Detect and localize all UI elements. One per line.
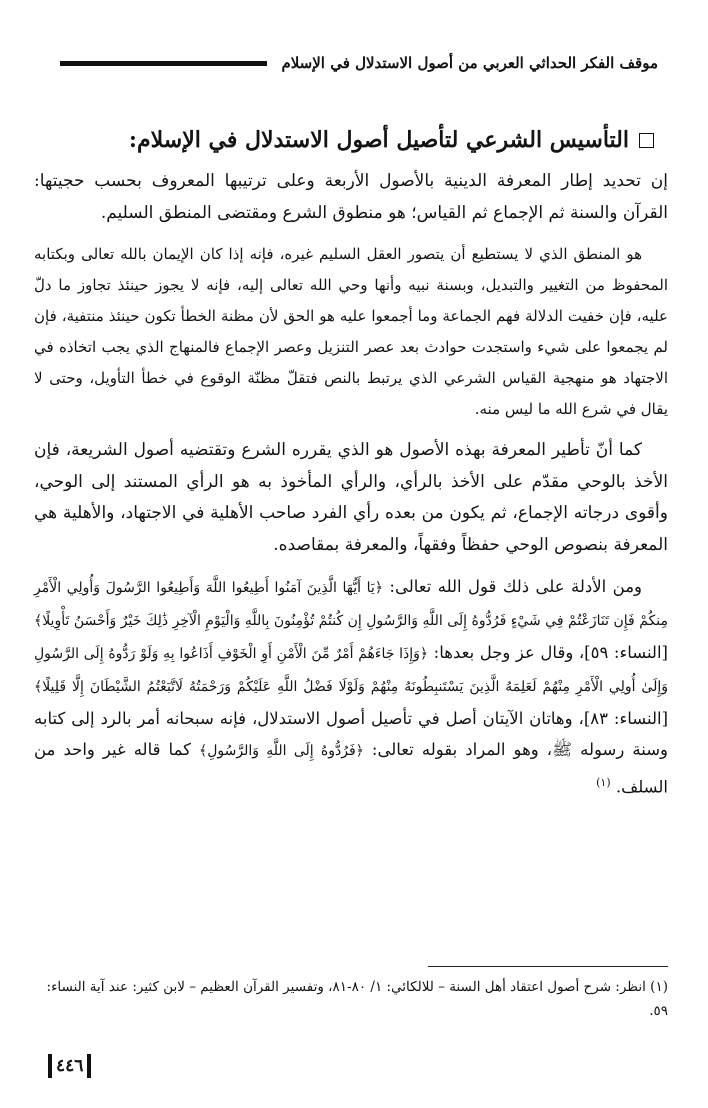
paragraph-2: هو المنطق الذي لا يستطيع أن يتصور العقل السليم غيره، فإنه إذا كان الإيمان بالله تعالى وبكتابه المحفوظ من التغيير والتبديل، وبسنة نبيه وأنها وحي الله تعالى إليه، فإنه لا يجوز حينئذ تجاوز ما دلّ عليه، فإن خفيت الدلالة فهم الجماعة وما أجمعوا عليه هو الحق لأن مظنة الخطأ تكون حينئذ منتفية، فإن لم يجمعوا على شيء واستجدت حوادث بعد عصر التنزيل وعصر الإجماع فالمنهاج الذي يجب اتخاذه في الاجتهاد هو منهجية القياس الشرعي الذي يرتبط بالنص فتقلّ مظنّة الوقوع في خطأ التأويل، وحتى لا يقال في شرع الله ما ليس منه. <box>34 245 668 418</box>
running-header <box>40 46 658 80</box>
paragraph-4-intro: ومن الأدلة على ذلك قول الله تعالى: <box>389 577 642 596</box>
verse-reference-2: [النساء: ٨٣]، وهاتان الآيتان أصل في تأصيل أصول الاستدلال، فإنه سبحانه أمر بالرد إلى كتابه وسنة رسوله ﷺ، وهو المراد بقوله تعالى: <box>34 709 669 759</box>
page-number: ٤٤٦ <box>48 1054 91 1078</box>
paragraph-4-tail: كما قاله غير واحد من السلف. <box>34 740 668 797</box>
paragraph-1: إن تحديد إطار المعرفة الدينية بالأصول الأربعة وعلى ترتيبها المعروف بحسب حجيتها: القرآن والسنة ثم الإجماع ثم القياس؛ هو منطوق الشرع ومقتضى المنطق السليم. <box>34 171 668 223</box>
header-rule <box>60 61 267 66</box>
header-title: موقف الفكر الحداثي العربي من أصول الاستدلال في الإسلام <box>281 54 658 72</box>
paragraph-3: كما أنّ تأطير المعرفة بهذه الأصول هو الذي يقرره الشرع وتقتضيه أصول الشريعة، فإن الأخذ بالوحي مقدّم على الأخذ بالرأي، والرأي المأخوذ به هو الرأي المستند إلى الوحي، وأقوى درجاته الإجماع، ثم يكون من بعده رأي الفرد صاحب الأهلية في الاجتهاد، والأهلية هي المعرفة بنصوص الوحي حفظاً وفقهاً، والمعرفة بمقاصده. <box>34 440 668 555</box>
page-body <box>34 118 668 803</box>
footnote-1: (١) انظر: شرح أصول اعتقاد أهل السنة – للالكائي: ١/ ٨٠-٨١، وتفسير القرآن العظيم – لابن كثير: عند آية النساء: ٥٩. <box>46 979 668 1019</box>
quran-verse-nisa-83: ﴿وَإِذَا جَاءَهُمْ أَمْرٌ مِّنَ الْأَمْنِ أَوِ الْخَوْفِ أَذَاعُوا بِهِ وَلَوْ رَدُّوهُ إِلَى الرَّسُولِ وَإِلَىٰ أُولِي الْأَمْرِ مِنْهُمْ لَعَلِمَهُ الَّذِينَ يَسْتَنبِطُونَهُ مِنْهُمْ وَلَوْلَا فَضْلُ اللَّهِ عَلَيْكُمْ وَرَحْمَتُهُ لَاتَّبَعْتُمُ الشَّيْطَانَ إِلَّا قَلِيلًا﴾ <box>34 646 668 695</box>
quran-verse-nisa-59: ﴿يَا أَيُّهَا الَّذِينَ آمَنُوا أَطِيعُوا اللَّهَ وَأَطِيعُوا الرَّسُولَ وَأُولِي الْأَمْرِ مِنكُمْ فَإِن تَنَازَعْتُمْ فِي شَيْءٍ فَرُدُّوهُ إِلَى اللَّهِ وَالرَّسُولِ إِن كُنتُمْ تُؤْمِنُونَ بِاللَّهِ وَالْيَوْمِ الْآخِرِ ذَٰلِكَ خَيْرٌ وَأَحْسَنُ تَأْوِيلًا﴾ <box>34 580 668 629</box>
verse-reference-1: [النساء: ٥٩]، وقال عز وجل بعدها: <box>428 643 668 662</box>
footnote-marker[interactable]: (١) <box>596 776 611 789</box>
paragraph-4 <box>34 571 668 803</box>
footnote-area <box>42 966 668 1023</box>
section-title: التأسيس الشرعي لتأصيل أصول الاستدلال في الإسلام: <box>128 127 629 153</box>
square-bullet-icon <box>639 133 654 148</box>
footnote-rule <box>428 966 668 967</box>
quran-verse-quote: ﴿فَرُدُّوهُ إِلَى اللَّهِ وَالرَّسُولِ﴾ <box>199 743 364 759</box>
section-heading <box>34 118 668 162</box>
